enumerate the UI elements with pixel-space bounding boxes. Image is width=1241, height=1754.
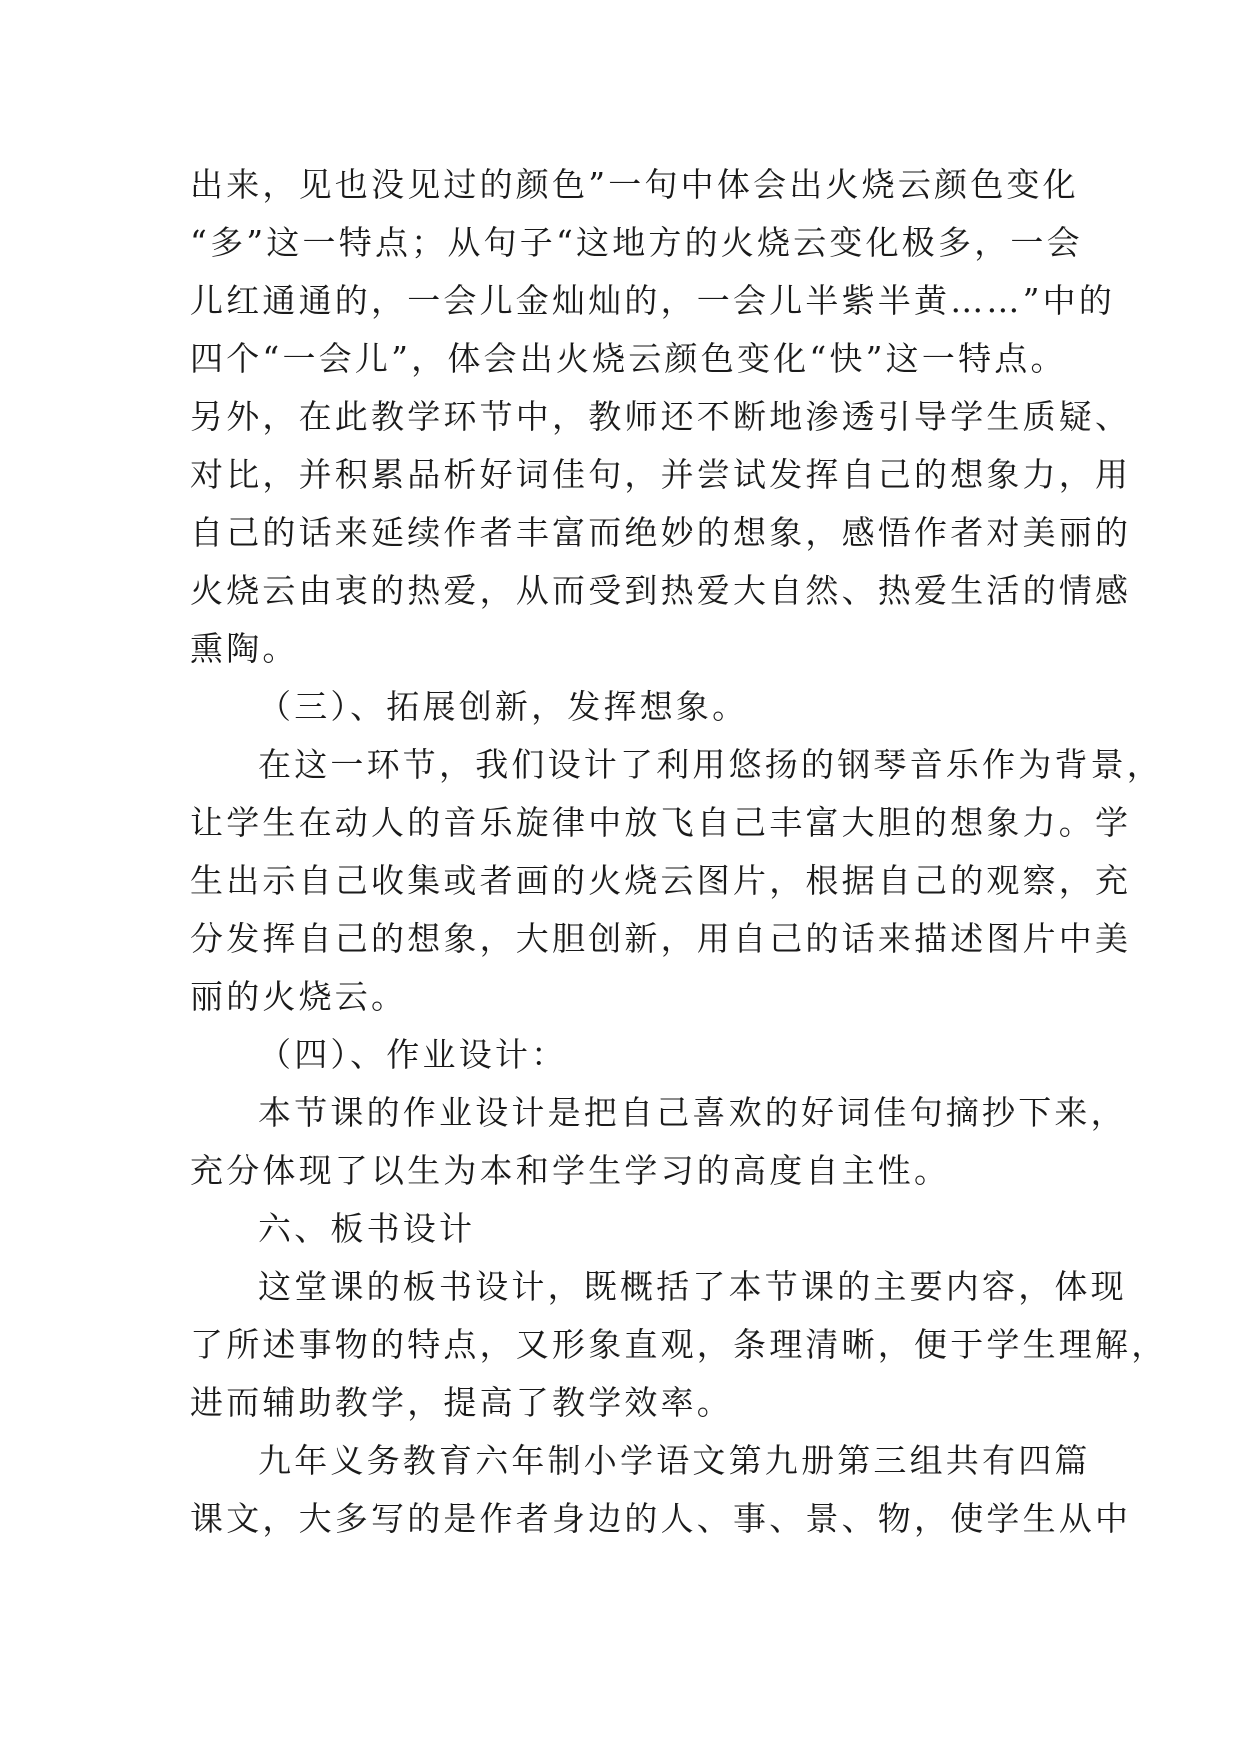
text-line: 让学生在动人的音乐旋律中放飞自己丰富大胆的想象力。学 bbox=[190, 803, 1132, 842]
text-line: 了所述事物的特点，又形象直观，条理清晰，便于学生理解， bbox=[190, 1325, 1168, 1364]
text-line: 自己的话来延续作者丰富而绝妙的想象，感悟作者对美丽的 bbox=[190, 513, 1132, 552]
text-line: 本节课的作业设计是把自己喜欢的好词佳句摘抄下来， bbox=[258, 1093, 1127, 1132]
text-line: 九年义务教育六年制小学语文第九册第三组共有四篇 bbox=[258, 1441, 1091, 1480]
text-line: 熏陶。 bbox=[190, 629, 299, 668]
text-line: 进而辅助教学，提高了教学效率。 bbox=[190, 1383, 733, 1422]
text-line: 课文，大多写的是作者身边的人、事、景、物，使学生从中 bbox=[190, 1499, 1132, 1538]
section-heading: （四）、作业设计： bbox=[258, 1035, 568, 1074]
text-line: 火烧云由衷的热爱，从而受到热爱大自然、热爱生活的情感 bbox=[190, 571, 1132, 610]
text-line: 四个“一会儿”，体会出火烧云颜色变化“快”这一特点。 bbox=[190, 339, 1067, 378]
text-line: 在这一环节，我们设计了利用悠扬的钢琴音乐作为背景， bbox=[258, 745, 1163, 784]
text-line: 对比，并积累品析好词佳句，并尝试发挥自己的想象力，用 bbox=[190, 455, 1132, 494]
text-line: 这堂课的板书设计，既概括了本节课的主要内容，体现 bbox=[258, 1267, 1127, 1306]
text-line: 生出示自己收集或者画的火烧云图片，根据自己的观察，充 bbox=[190, 861, 1132, 900]
section-heading: 六、板书设计 bbox=[258, 1209, 476, 1248]
text-line: “多”这一特点；从句子“这地方的火烧云变化极多，一会 bbox=[190, 223, 1083, 262]
text-line: 分发挥自己的想象，大胆创新，用自己的话来描述图片中美 bbox=[190, 919, 1132, 958]
text-line: 丽的火烧云。 bbox=[190, 977, 408, 1016]
text-line: 另外，在此教学环节中，教师还不断地渗透引导学生质疑、 bbox=[190, 397, 1132, 436]
text-line: 出来，见也没见过的颜色”一句中体会出火烧云颜色变化 bbox=[190, 165, 1079, 204]
section-heading: （三）、拓展创新，发挥想象。 bbox=[258, 687, 749, 726]
text-line: 儿红通通的，一会儿金灿灿的，一会儿半紫半黄……”中的 bbox=[190, 281, 1116, 320]
text-line: 充分体现了以生为本和学生学习的高度自主性。 bbox=[190, 1151, 951, 1190]
